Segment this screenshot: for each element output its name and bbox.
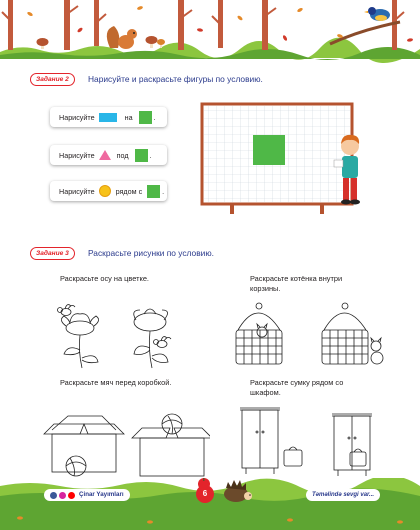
header-autumn-forest [0, 0, 420, 68]
instruction-row-1 [50, 107, 167, 127]
instagram-icon[interactable] [59, 492, 66, 499]
green-square-icon [147, 185, 160, 198]
task-3-tag: Задание 3 [30, 247, 75, 260]
instruction-row-2 [50, 145, 167, 165]
instruction-preposition: под [116, 150, 129, 160]
drawing-kitten-basket[interactable] [228, 300, 388, 370]
item-label-ball: Раскрасьте мяч перед коробкой. [60, 378, 172, 387]
pink-triangle-icon [99, 150, 111, 160]
instruction-row-3 [50, 181, 167, 201]
publisher-name: Çinar Yayımları [79, 491, 124, 498]
task-2-tag: Задание 2 [30, 73, 75, 86]
instruction-preposition: на [124, 112, 133, 122]
item-label-wasp: Раскрасьте осу на цветке. [60, 274, 149, 283]
item-label-bag: Раскрасьте сумку рядом со шкафом. [250, 378, 344, 397]
instruction-word: Нарисуйте [59, 112, 95, 122]
instruction-end: . [153, 112, 156, 122]
task-2-title: Нарисуйте и раскрасьте фигуры по условию. [88, 74, 263, 84]
instruction-word: Нарисуйте [59, 150, 95, 160]
drawing-bag-wardrobe[interactable] [238, 404, 398, 480]
bird-icon [364, 7, 390, 21]
green-square-icon [139, 111, 152, 124]
facebook-icon[interactable] [50, 492, 57, 499]
squirrel-icon [107, 26, 137, 49]
yellow-circle-icon [99, 185, 111, 197]
instruction-word: Нарисуйте [59, 186, 95, 196]
instruction-preposition: рядом с [115, 186, 143, 196]
drawing-ball-box[interactable] [40, 410, 210, 482]
green-square-on-board [253, 135, 285, 165]
instruction-end: . [162, 186, 165, 196]
instruction-end: . [149, 150, 152, 160]
youtube-icon[interactable] [68, 492, 75, 499]
page-number: 6 [196, 485, 214, 503]
publisher-brand [44, 489, 130, 501]
green-square-icon [135, 149, 148, 162]
task-3-title: Раскрасьте рисунки по условию. [88, 248, 214, 258]
footer-slogan: Təməlində sevgi var... [306, 489, 380, 501]
drawing-wasp-flower[interactable] [40, 300, 200, 370]
drawing-board[interactable] [200, 102, 360, 214]
blue-rectangle-icon [99, 113, 117, 122]
item-label-kitten: Раскрасьте котёнка внутри корзины. [250, 274, 343, 293]
